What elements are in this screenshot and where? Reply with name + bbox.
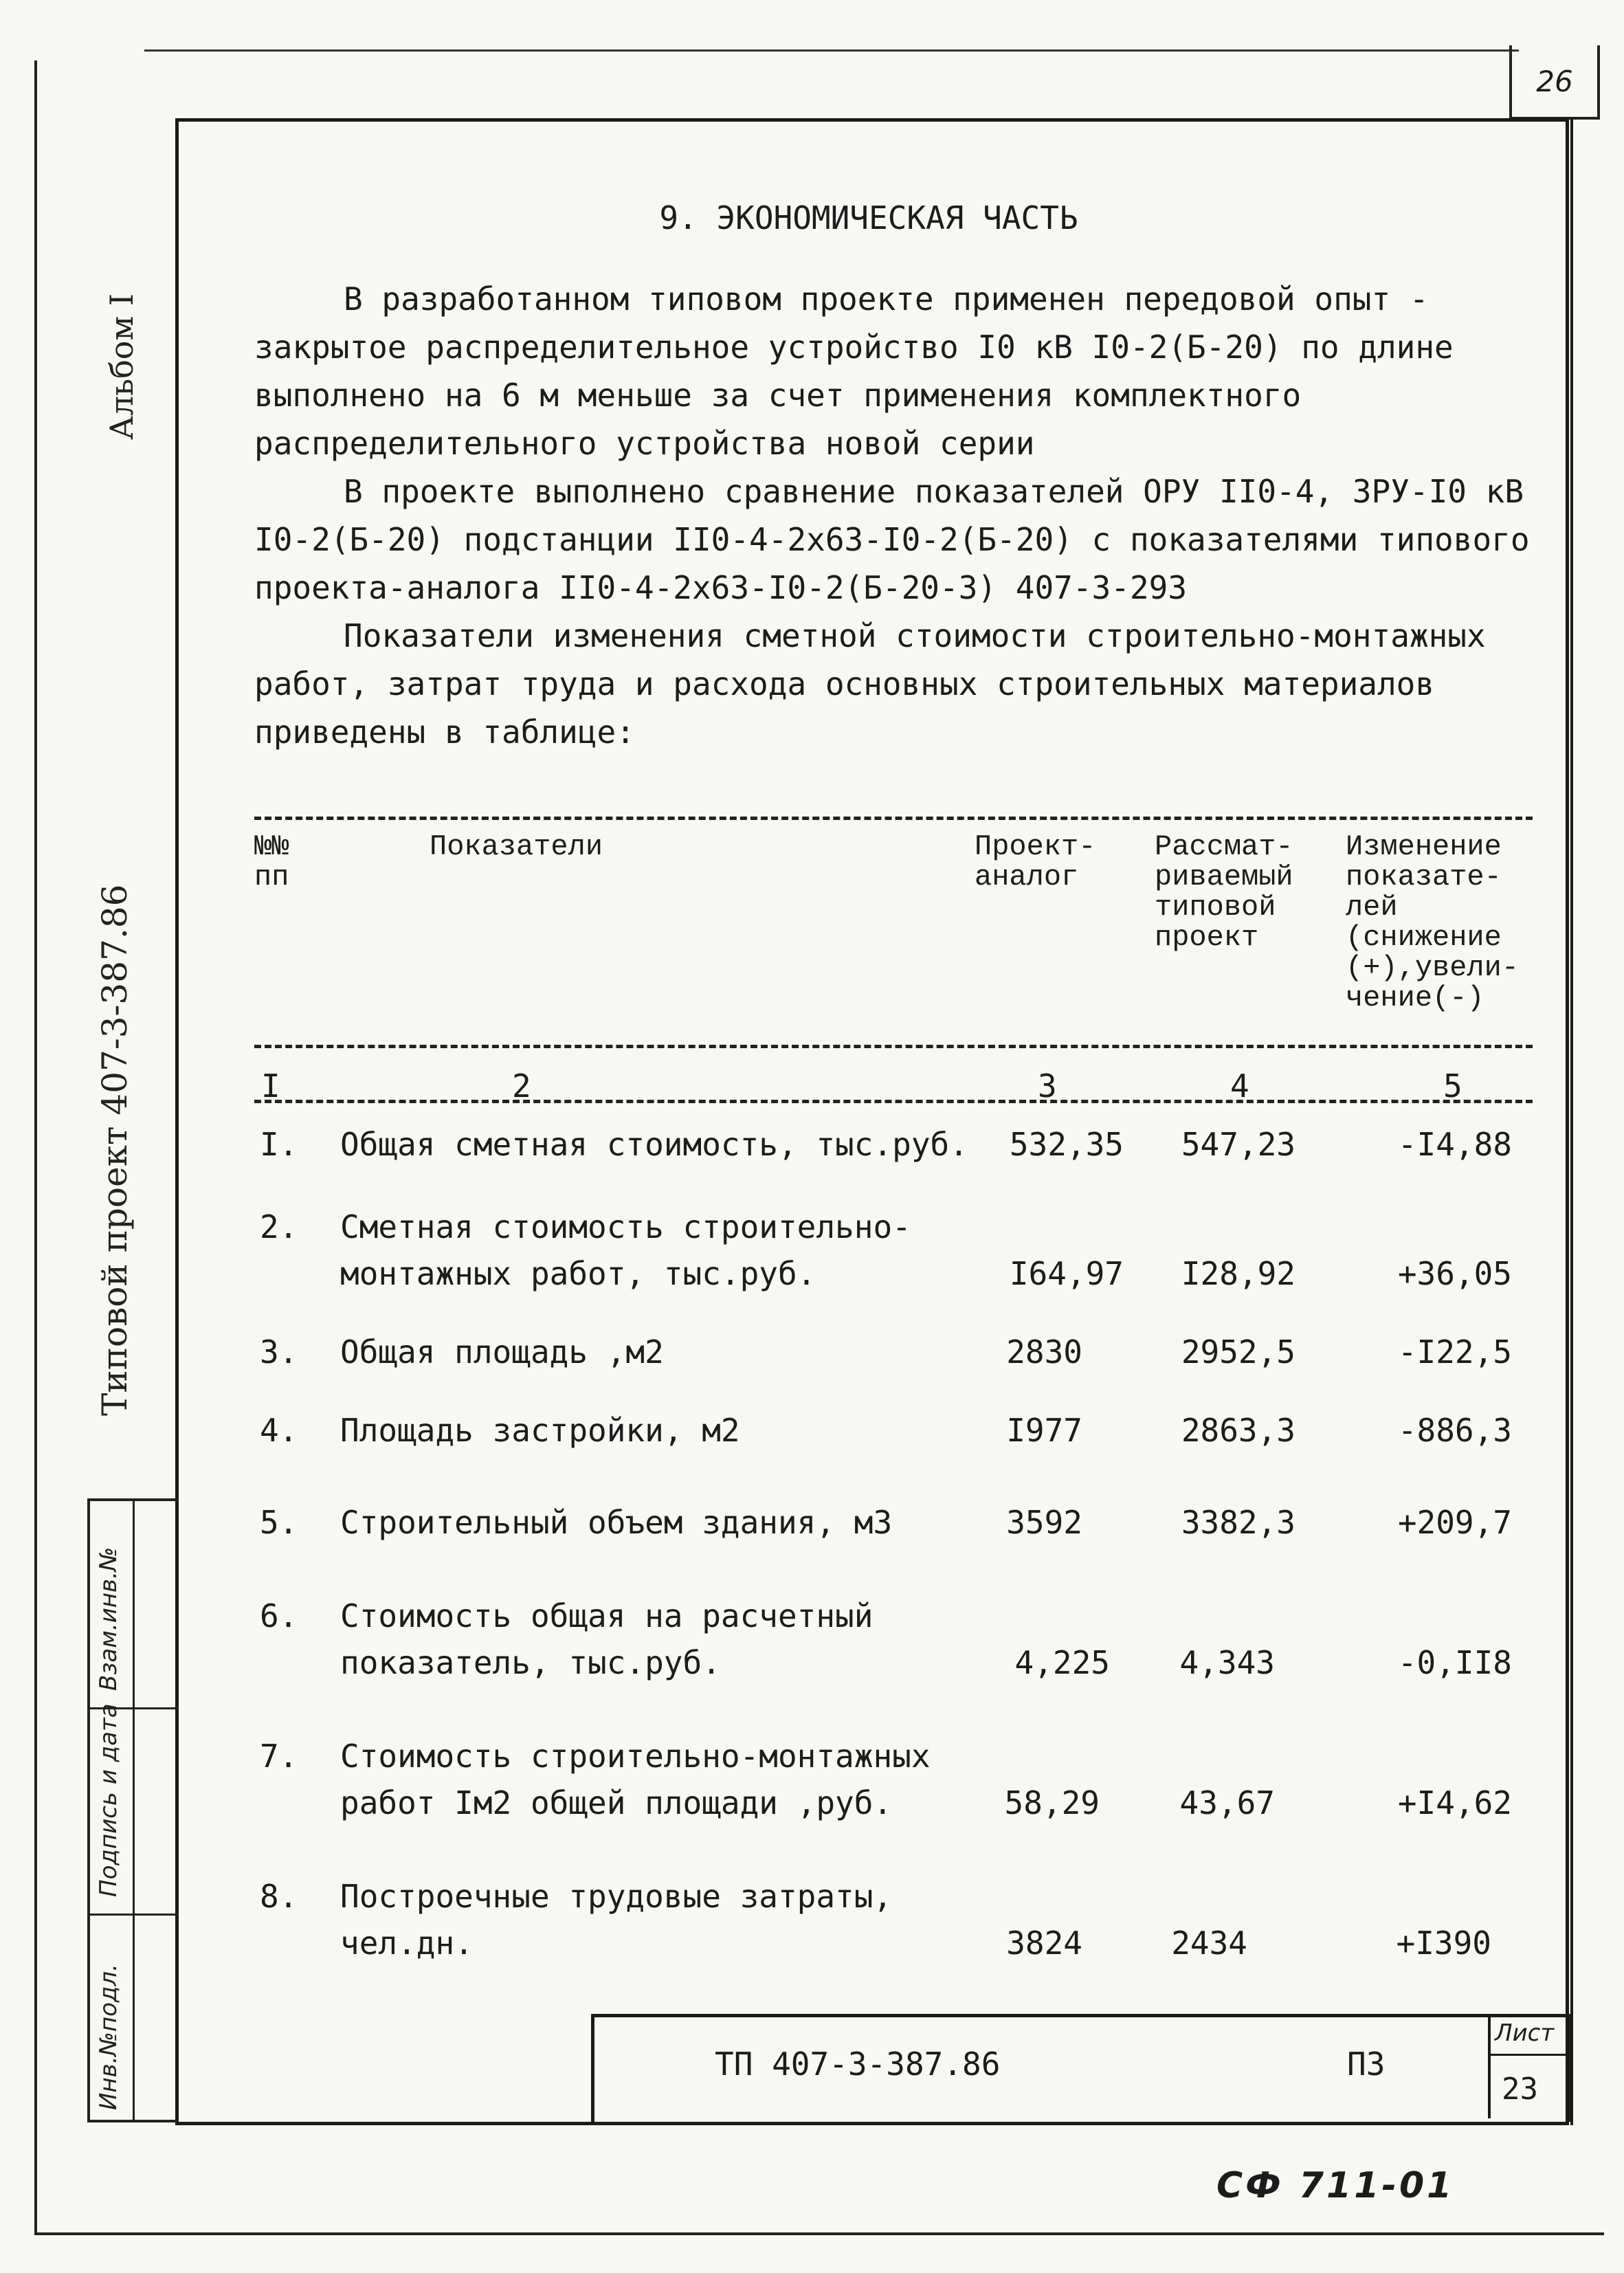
stamp-signature-date: Подпись и дата: [95, 1703, 122, 1897]
row-indicator: Стоимость общая на расчетный: [340, 1597, 874, 1634]
row-considered-value: 4,343: [1179, 1644, 1275, 1681]
paragraph-1: В разработанном типовом проекте применен передовой опыт - закрытое распределительное устройство I0 кВ I0-2(Б-20) по длине выполнено на 6 м меньше за счет применения комплектного распределительного устройства новой серии: [254, 280, 1454, 462]
side-project-label: Типовой проект 407-3-387.86: [95, 884, 135, 1416]
row-number: 3.: [260, 1333, 298, 1371]
header-change: Изменение показате- лей (снижение (+),увели- чение(-): [1346, 830, 1520, 1014]
row-change-value: +209,7: [1397, 1504, 1512, 1541]
document-section: ПЗ: [1347, 2045, 1386, 2083]
row-number: 8.: [260, 1878, 298, 1915]
row-change-value: -0,II8: [1397, 1644, 1512, 1681]
row-number: 5.: [260, 1504, 298, 1541]
row-indicator-cont: чел.дн.: [340, 1925, 474, 1962]
row-change-value: +I390: [1396, 1925, 1491, 1962]
row-change-value: -I4,88: [1397, 1126, 1512, 1163]
row-considered-value: 2863,3: [1181, 1412, 1295, 1449]
row-considered-value: 547,23: [1181, 1126, 1295, 1163]
row-indicator: Общая площадь ,м2: [340, 1333, 664, 1371]
row-indicator: Общая сметная стоимость, тыс.руб.: [340, 1126, 968, 1163]
row-change-value: +I4,62: [1397, 1784, 1512, 1821]
row-indicator: Стоимость строительно-монтажных: [340, 1738, 931, 1775]
body-text: [254, 275, 1533, 756]
paragraph-2: В проекте выполнено сравнение показателей ОРУ II0-4, ЗРУ-I0 кВ I0-2(Б-20) подстанции II0-4-2х63-I0-2(Б-20) с показателями типового проекта-аналога II0-4-2х63-I0-2(Б-20-3) 407-3-293: [254, 473, 1530, 606]
row-analog-value: 4,225: [1014, 1644, 1110, 1681]
page-number: 26: [1509, 45, 1600, 120]
row-indicator-cont: показатель, тыс.руб.: [340, 1644, 721, 1681]
row-considered-value: 3382,3: [1181, 1504, 1295, 1541]
row-number: 4.: [260, 1412, 298, 1449]
row-considered-value: 43,67: [1179, 1784, 1275, 1821]
drawing-frame-right-line: [1570, 118, 1573, 2125]
header-considered: Рассмат- риваемый типовой проект: [1155, 830, 1293, 954]
header-num: №№ пп: [254, 830, 289, 894]
row-considered-value: I28,92: [1181, 1255, 1295, 1292]
col-number-4: 4: [1230, 1067, 1249, 1105]
row-indicator: Сметная стоимость строительно-: [340, 1208, 911, 1245]
row-indicator: Строительный объем здания, м3: [340, 1504, 893, 1541]
header-bottom-rule: [254, 1045, 1533, 1048]
col-number-3: 3: [1038, 1067, 1057, 1105]
row-indicator: Площадь застройки, м2: [340, 1412, 740, 1449]
col-number-2: 2: [512, 1067, 531, 1105]
row-number: 7.: [260, 1738, 298, 1775]
row-analog-value: I64,97: [1009, 1255, 1124, 1292]
album-label: Альбом I: [103, 293, 140, 440]
document-code: ТП 407-3-387.86: [715, 2045, 1001, 2083]
col-number-rule: [254, 1100, 1533, 1103]
row-analog-value: 2830: [1006, 1333, 1082, 1371]
row-number: 2.: [260, 1208, 298, 1245]
row-analog-value: 58,29: [1004, 1784, 1100, 1821]
header-indicator: Показатели: [430, 830, 603, 863]
stamp-inv-number: Инв.№подл.: [95, 1964, 122, 2110]
paragraph-3: Показатели изменения сметной стоимости строительно-монтажных работ, затрат труда и расхода основных строительных материалов приведены в таблице:: [254, 617, 1486, 751]
col-number-5: 5: [1443, 1067, 1462, 1105]
row-considered-value: 2434: [1171, 1925, 1247, 1962]
row-considered-value: 2952,5: [1181, 1333, 1295, 1371]
row-change-value: -886,3: [1397, 1412, 1512, 1449]
row-number: I.: [260, 1126, 298, 1163]
row-indicator: Построечные трудовые затраты,: [340, 1878, 893, 1915]
sheet-box-divider: [1488, 2054, 1566, 2056]
col-number-1: I: [261, 1067, 280, 1105]
footer-mark: СФ 711-01: [1216, 2165, 1455, 2206]
sheet-number: 23: [1502, 2072, 1538, 2107]
sheet-label: Лист: [1495, 2019, 1555, 2047]
row-number: 6.: [260, 1597, 298, 1634]
row-analog-value: 532,35: [1009, 1126, 1124, 1163]
stamp-replacement-inv: Взам.инв.№: [95, 1546, 122, 1691]
row-analog-value: I977: [1006, 1412, 1082, 1449]
row-analog-value: 3824: [1006, 1925, 1082, 1962]
row-indicator-cont: монтажных работ, тыс.руб.: [340, 1255, 816, 1292]
sheet-top-line: [144, 49, 1519, 52]
row-analog-value: 3592: [1006, 1504, 1082, 1541]
row-change-value: -I22,5: [1397, 1333, 1512, 1371]
header-analog: Проект- аналог: [975, 830, 1096, 894]
table-top-rule: [254, 817, 1533, 820]
row-indicator-cont: работ Iм2 общей площади ,руб.: [340, 1784, 893, 1821]
section-heading: 9. ЭКОНОМИЧЕСКАЯ ЧАСТЬ: [659, 199, 1078, 236]
row-change-value: +36,05: [1397, 1255, 1512, 1292]
